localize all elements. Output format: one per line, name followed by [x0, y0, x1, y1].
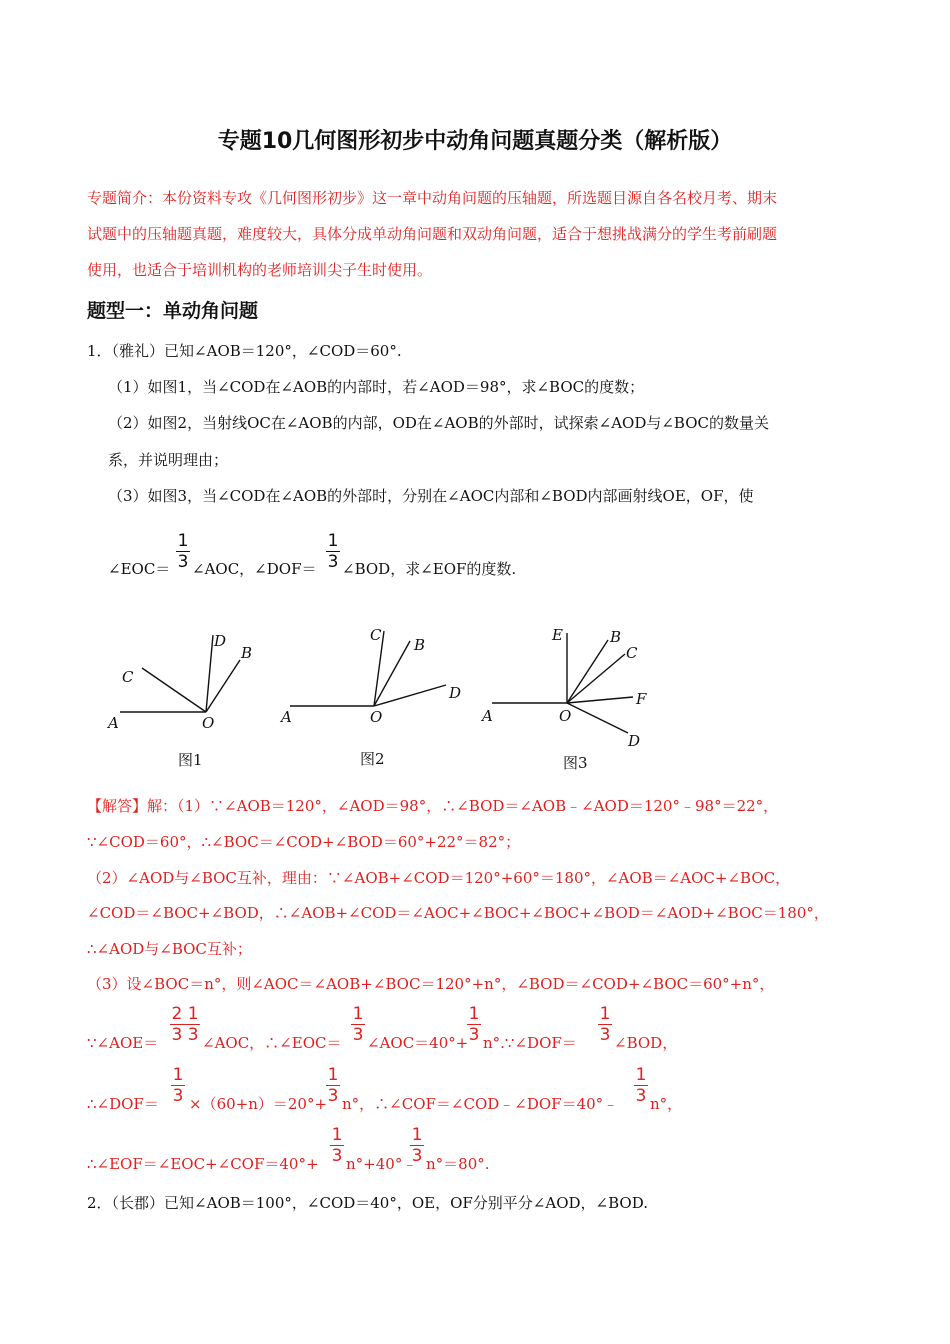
- fraction-denominator: 3: [352, 1025, 364, 1045]
- fraction-denominator: 3: [327, 552, 339, 572]
- page-title: 专题10几何图形初步中动角问题真题分类（解析版）: [217, 129, 733, 154]
- question-1-part-2: （2）如图2，当射线OC在∠AOB的内部，OD在∠AOB的外部时，试探索∠AOD与∠BOC的数量关: [108, 414, 769, 432]
- intro-line: 使用，也适合于培训机构的老师培训尖子生时使用。: [87, 261, 433, 279]
- fraction-denominator: 3: [635, 1086, 647, 1106]
- fraction-numerator: 1: [177, 531, 189, 551]
- fraction-denominator: 3: [172, 1086, 184, 1106]
- fraction-numerator: 2 1: [171, 1004, 199, 1024]
- fig3-label-a: A: [482, 707, 493, 725]
- answer-line-7d: n°.∵∠DOF＝: [483, 1034, 577, 1052]
- question-1-part-1: （1）如图1，当∠COD在∠AOB的内部时，若∠AOD＝98°，求∠BOC的度数；: [108, 378, 645, 396]
- fraction-one-third: [326, 1066, 340, 1105]
- answer-line-8a: ∴∠DOF＝: [87, 1095, 159, 1113]
- answer-line-2: ∵∠COD＝60°，∴∠BOC＝∠COD+∠BOD＝60°+22°＝82°；: [87, 833, 521, 851]
- intro-line: 专题简介：本份资料专攻《几何图形初步》这一章中动角问题的压轴题，所选题目源自各名校月考、期末: [87, 189, 778, 207]
- fraction-one-third: [467, 1005, 481, 1044]
- fig1-label-b: B: [241, 644, 253, 662]
- fig3-label-e: E: [552, 626, 563, 644]
- answer-line-7b: ∠AOC，∴∠EOC＝: [202, 1034, 342, 1052]
- fig3-label-f: F: [636, 690, 647, 708]
- fig2-label-b: B: [414, 636, 426, 654]
- fraction-two-thirds-one-third: [170, 1005, 200, 1044]
- fraction-numerator: 1: [331, 1125, 343, 1145]
- question-1-part-3-eq1: ∠EOC＝: [108, 560, 171, 578]
- fig3-ray-of: [567, 697, 633, 703]
- fraction-one-third: [330, 1126, 344, 1165]
- fraction-denominator: 3: [599, 1025, 611, 1045]
- fig3-label-o: O: [559, 707, 572, 725]
- fig3-ray-oc: [567, 654, 625, 703]
- fig2-ray-ob: [374, 641, 410, 706]
- question-1-part-3-eq3: ∠BOD，求∠EOF的度数.: [342, 560, 517, 578]
- fig1-caption: 图1: [178, 751, 203, 769]
- answer-line-3: （2）∠AOD与∠BOC互补，理由：∵∠AOB+∠COD＝120°+60°＝180°，∠AOB＝∠AOC+∠BOC，: [87, 869, 791, 887]
- fraction-numerator: 1: [327, 531, 339, 551]
- fraction-one-third: [598, 1005, 612, 1044]
- fig1-label-a: A: [108, 714, 119, 732]
- fig1-ray-ob: [206, 660, 240, 712]
- section-heading: 题型一：单动角问题: [87, 300, 259, 322]
- answer-line-7e: ∠BOD，: [614, 1034, 678, 1052]
- answer-line-5: ∴∠AOD与∠BOC互补；: [87, 940, 252, 958]
- fraction-numerator: 1: [327, 1065, 339, 1085]
- fig2-label-c: C: [370, 626, 382, 644]
- answer-line-7a: ∵∠AOE＝: [87, 1034, 159, 1052]
- question-1-part-3: （3）如图3，当∠COD在∠AOB的外部时，分别在∠AOC内部和∠BOD内部画射线OE，OF，使: [108, 487, 754, 505]
- question-2-stem: 2．（长郡）已知∠AOB＝100°，∠COD＝40°，OE，OF分别平分∠AOD，∠BOD.: [87, 1194, 648, 1212]
- fraction-one-third: [410, 1126, 424, 1165]
- answer-line-9b: n°+40°﹣: [346, 1155, 418, 1173]
- answer-line-8d: n°，: [650, 1095, 683, 1113]
- fraction-one-third: [171, 1066, 185, 1105]
- fraction-one-third: [351, 1005, 365, 1044]
- fig3-ray-ob: [567, 640, 608, 703]
- answer-line-6: （3）设∠BOC＝n°，则∠AOC＝∠AOB+∠BOC＝120°+n°，∠BOD＝∠COD+∠BOC＝60°+n°，: [87, 975, 775, 993]
- fig3-label-b: B: [610, 628, 622, 646]
- answer-line-4: ∠COD＝∠BOC+∠BOD，∴∠AOB+∠COD＝∠AOC+∠BOC+∠BOC+∠BOD＝∠AOD+∠BOC＝180°，: [87, 904, 829, 922]
- answer-line-9c: n°＝80°.: [426, 1155, 490, 1173]
- fig2-ray-od: [374, 685, 446, 706]
- fig1-label-o: O: [202, 714, 215, 732]
- answer-line-8b: ×（60+n）＝20°+: [189, 1095, 328, 1113]
- fraction-numerator: 1: [172, 1065, 184, 1085]
- fig2-label-o: O: [370, 708, 383, 726]
- fig1-label-d: D: [214, 632, 227, 650]
- question-1-part-3-eq2: ∠AOC，∠DOF＝: [192, 560, 317, 578]
- fig2-label-a: A: [281, 708, 292, 726]
- fraction-numerator: 1: [411, 1125, 423, 1145]
- fig2-caption: 图2: [360, 750, 385, 768]
- fig1-label-c: C: [122, 668, 134, 686]
- fig3-caption: 图3: [563, 754, 588, 772]
- question-1-stem: 1．（雅礼）已知∠AOB＝120°，∠COD＝60°.: [87, 342, 402, 360]
- fraction-numerator: 1: [599, 1004, 611, 1024]
- answer-line-9a: ∴∠EOF＝∠EOC+∠COF＝40°+: [87, 1155, 319, 1173]
- answer-line-8c: n°，∴∠COF＝∠COD﹣∠DOF＝40°﹣: [342, 1095, 619, 1113]
- fraction-denominator: 3: [177, 552, 189, 572]
- fig3-ray-od: [567, 703, 628, 733]
- fraction-numerator: 1: [352, 1004, 364, 1024]
- question-1-part-2-cont: 系，并说明理由；: [108, 451, 229, 469]
- fraction-numerator: 1: [468, 1004, 480, 1024]
- fraction-denominator: 3: [331, 1146, 343, 1166]
- fraction-one-third: [634, 1066, 648, 1105]
- fig2-label-d: D: [449, 684, 462, 702]
- fig3-label-d: D: [628, 732, 641, 750]
- fraction-denominator: 3: [327, 1086, 339, 1106]
- fraction-denominator: 3: [411, 1146, 423, 1166]
- fig1-ray-od: [206, 635, 213, 712]
- fraction-numerator: 1: [635, 1065, 647, 1085]
- answer-line-1: 【解答】解：（1）∵∠AOB＝120°，∠AOD＝98°，∴∠BOD＝∠AOB﹣∠AOD＝120°﹣98°＝22°，: [87, 797, 779, 815]
- fraction-denominator: 3 3: [171, 1025, 199, 1045]
- fig1-ray-oc: [142, 668, 206, 712]
- intro-line: 试题中的压轴题真题，难度较大，具体分成单动角问题和双动角问题，适合于想挑战满分的学生考前刷题: [87, 225, 778, 243]
- fig3-label-c: C: [626, 644, 638, 662]
- fraction-denominator: 3: [468, 1025, 480, 1045]
- answer-line-7c: ∠AOC＝40°+: [367, 1034, 469, 1052]
